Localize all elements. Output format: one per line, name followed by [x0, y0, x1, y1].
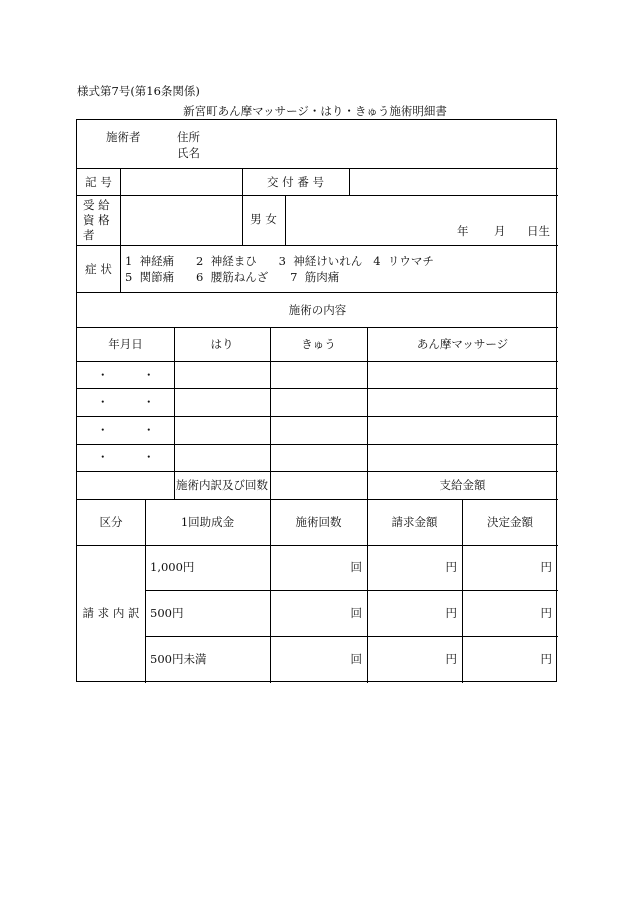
- issue-number-field[interactable]: [349, 175, 558, 189]
- birth-month-label: 月: [494, 224, 506, 238]
- date-dot: ・: [143, 395, 155, 409]
- symptoms-line-1: 1 神経痛 2 神経まひ 3 神経けいれん 4 リウマチ: [125, 254, 434, 268]
- date-dot: ・: [143, 423, 155, 437]
- kigo-label: 記 号: [85, 175, 112, 189]
- sex-label: 男 女: [250, 212, 277, 226]
- decided-unit: 円: [540, 606, 552, 620]
- subsidy-value: 500円: [150, 606, 184, 620]
- date-dot: ・: [143, 450, 155, 464]
- practitioner-label: 施術者: [106, 130, 141, 144]
- treatment-section-title: 施術の内容: [288, 303, 347, 317]
- birth-year-label: 年: [457, 224, 469, 238]
- decided-unit: 円: [540, 652, 552, 666]
- category-label: 請 求 内 訳: [82, 606, 140, 620]
- address-label: 住所: [177, 130, 200, 144]
- recipient-label-2: 資 格: [83, 213, 110, 227]
- col-hari: はり: [210, 337, 234, 351]
- subsidy-value: 1,000円: [150, 560, 195, 574]
- col-subsidy: 1回助成金: [180, 515, 235, 529]
- issue-number-label: 交 付 番 号: [267, 175, 324, 189]
- date-dot: ・: [97, 450, 109, 464]
- payment-title: 支給金額: [439, 478, 486, 492]
- col-decided: 決定金額: [487, 515, 533, 529]
- date-dot: ・: [143, 368, 155, 382]
- col-massage: あん摩マッサージ: [416, 337, 509, 351]
- recipient-field[interactable]: [120, 200, 242, 240]
- form-table: [76, 119, 557, 682]
- symptoms-label: 症 状: [85, 262, 112, 276]
- col-date: 年月日: [108, 337, 143, 351]
- col-category: 区分: [99, 515, 123, 529]
- decided-unit: 円: [540, 560, 552, 574]
- kigo-field[interactable]: [120, 175, 242, 189]
- col-kyu: きゅう: [301, 337, 336, 351]
- symptoms-line-2: 5 関節痛 6 腰筋ねんざ 7 筋肉痛: [125, 270, 340, 284]
- count-unit: 回: [350, 652, 362, 666]
- col-claim: 請求金額: [391, 515, 438, 529]
- form-number-label: 様式第7号(第16条関係): [77, 84, 200, 98]
- date-dot: ・: [97, 368, 109, 382]
- count-unit: 回: [350, 606, 362, 620]
- subsidy-value: 500円未満: [150, 652, 207, 666]
- recipient-label-3: 者: [83, 228, 95, 242]
- recipient-label-1: 受 給: [83, 198, 110, 212]
- count-unit: 回: [350, 560, 362, 574]
- name-label: 氏名: [177, 146, 200, 160]
- claim-unit: 円: [445, 652, 457, 666]
- claim-unit: 円: [445, 560, 457, 574]
- claim-unit: 円: [445, 606, 457, 620]
- document-title: 新宮町あん摩マッサージ・はり・きゅう施術明細書: [183, 104, 447, 118]
- col-count: 施術回数: [295, 515, 342, 529]
- breakdown-title: 施術内訳及び回数: [176, 478, 268, 492]
- date-dot: ・: [97, 395, 109, 409]
- birth-day-label: 日生: [527, 224, 550, 238]
- date-dot: ・: [97, 423, 109, 437]
